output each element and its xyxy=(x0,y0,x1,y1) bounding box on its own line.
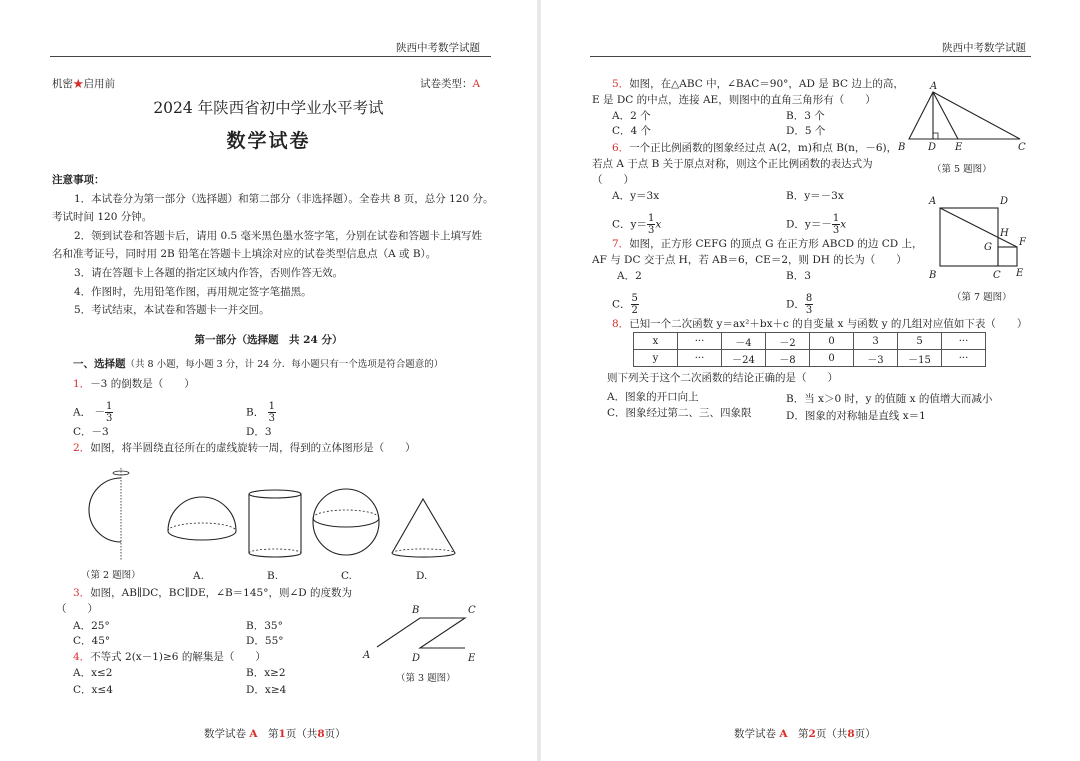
note-line: 4．作图时，先用铅笔作图，再用规定签字笔描黑。 xyxy=(74,286,312,298)
point-label: H xyxy=(1000,228,1009,239)
notes-title: 注意事项： xyxy=(52,174,105,186)
point-label: A xyxy=(363,650,371,661)
page-header: 陕西中考数学试题 xyxy=(942,42,1026,54)
q7-caption: （第 7 题图） xyxy=(952,292,1012,303)
q3-figure xyxy=(377,618,465,648)
q6-blank: （ ） xyxy=(592,174,634,186)
point-label: B xyxy=(929,270,937,281)
q7-option-c: C． $\frac{5}{2}$ xyxy=(612,293,638,316)
point-label: B xyxy=(412,605,420,616)
q3-option-a: A．25° xyxy=(73,620,110,632)
table-row: y ··· －24 －8 0 －3 －15 ··· xyxy=(634,350,986,367)
paper-type: 试卷类型：A xyxy=(420,78,481,90)
q7-line2: AF 与 DC 交于点 H，若 AB＝6，CE＝2，则 DH 的长为（ ） xyxy=(592,254,907,266)
q3-option-b: B．35° xyxy=(246,620,283,632)
table-row: x ··· －4 －2 0 3 5 ··· xyxy=(634,333,986,350)
point-label: A xyxy=(930,81,938,92)
point-label: C xyxy=(468,605,476,616)
q4-option-a: A．x≤2 xyxy=(73,667,113,679)
q6-option-b: B．y＝－3x xyxy=(786,190,844,202)
point-label: G xyxy=(984,242,992,253)
q8-line2: 则下列关于这个二次函数的结论正确的是（ ） xyxy=(607,372,838,384)
q3-option-d: D．55° xyxy=(246,635,284,647)
star-icon: ★ xyxy=(73,78,84,90)
point-label: C xyxy=(1018,142,1026,153)
q8-option-b: B．当 x＞0 时，y 的值随 x 的值增大而减小 xyxy=(786,393,993,405)
q2-label-d: D. xyxy=(416,570,428,582)
question-4: 4．不等式 2(x－1)≥6 的解集是（ ） xyxy=(73,651,266,663)
question-1: 1．－3 的倒数是（ ） xyxy=(73,378,195,390)
point-label: E xyxy=(955,142,963,153)
semicircle-figure xyxy=(89,478,121,542)
note-line: 3．请在答题卡上各题的指定区域内作答，否则作答无效。 xyxy=(74,267,344,279)
q2-label-a: A. xyxy=(193,570,204,582)
part-one-heading: 第一部分（选择题 共 24 分） xyxy=(194,334,343,346)
q5-line2: E 是 DC 的中点，连接 AE，则图中的直角三角形有（ ） xyxy=(592,94,876,106)
exam-page-1 xyxy=(0,0,537,761)
note-line: 5．考试结束，本试卷和答题卡一并交回。 xyxy=(74,304,270,316)
q1-option-b: B． $\frac{1}{3}$ xyxy=(246,401,275,424)
q6-option-d: D．y＝－ $\frac{1}{3}$ x xyxy=(786,213,847,236)
section-heading: 一、选择题（共 8 小题，每小题 3 分，计 24 分．每小题只有一个选项是符合题意的） xyxy=(73,358,444,370)
q4-option-d: D．x≥4 xyxy=(246,684,287,696)
point-label: B xyxy=(898,142,906,153)
q5-option-a: A．2 个 xyxy=(612,110,651,122)
question-7: 7．如图，正方形 CEFG 的顶点 G 在正方形 ABCD 的边 CD 上， xyxy=(612,238,923,250)
q1-option-a: A． － $\frac{1}{3}$ xyxy=(73,401,113,424)
q5-triangle-figure xyxy=(909,92,1020,139)
question-3: 3．如图，AB∥DC，BC∥DE，∠B＝145°，则∠D 的度数为 xyxy=(73,587,353,599)
page-footer: 数学试卷 A 第1页（共8页） xyxy=(204,728,346,740)
point-label: A xyxy=(929,196,937,207)
q5-option-b: B．3 个 xyxy=(786,110,825,122)
q8-option-d: D．图象的对称轴是直线 x＝1 xyxy=(786,410,926,422)
hemisphere-figure xyxy=(168,497,236,540)
question-8: 8．已知一个二次函数 y＝ax²＋bx＋c 的自变量 x 与函数 y 的几组对应值如下表（ ） xyxy=(612,318,1028,330)
q5-option-d: D．5 个 xyxy=(786,125,826,137)
q2-caption: （第 2 题图） xyxy=(81,570,141,581)
exam-subtitle: 数学试卷 xyxy=(226,130,311,152)
note-line: 2．领到试卷和答题卡后，请用 0.5 毫米黑色墨水签字笔，分别在试卷和答题卡上填写姓 xyxy=(74,230,483,242)
cylinder-figure xyxy=(249,490,301,557)
q5-caption: （第 5 题图） xyxy=(932,164,992,175)
note-line: 考试时间 120 分钟。 xyxy=(52,211,153,223)
point-label: E xyxy=(468,653,476,664)
q7-option-d: D． $\frac{8}{3}$ xyxy=(786,293,813,316)
q3-option-c: C．45° xyxy=(73,635,111,647)
q5-option-c: C．4 个 xyxy=(612,125,652,137)
question-2: 2．如图，将半圆绕直径所在的虚线旋转一周，得到的立体图形是（ ） xyxy=(73,442,416,454)
q3-caption: （第 3 题图） xyxy=(396,673,456,684)
point-label: E xyxy=(1016,268,1024,279)
q7-option-a: A．2 xyxy=(617,270,642,282)
question-5: 5．如图，在△ABC 中，∠BAC＝90°，AD 是 BC 边上的高， xyxy=(612,78,904,90)
q8-option-c: C．图象经过第二、三、四象限 xyxy=(607,407,752,419)
point-label: D xyxy=(1000,196,1009,207)
q2-label-c: C. xyxy=(341,570,352,582)
point-label: C xyxy=(993,270,1001,281)
q6-option-a: A．y＝3x xyxy=(612,190,660,202)
note-line: 1．本试卷分为第一部分（选择题）和第二部分（非选择题）。全卷共 8 页，总分 120 分。 xyxy=(74,193,494,205)
page-footer: 数学试卷 A 第2页（共8页） xyxy=(734,728,876,740)
sphere-figure xyxy=(313,489,379,555)
note-line: 名和准考证号，同时用 2B 铅笔在答题卡上填涂对应的试卷类型信息点（A 或 B）。 xyxy=(52,248,437,260)
cone-figure xyxy=(392,499,455,557)
point-label: D xyxy=(412,653,421,664)
confidential-label: 机密★启用前 xyxy=(52,78,115,90)
point-label: F xyxy=(1019,237,1026,248)
q2-label-b: B. xyxy=(267,570,279,582)
exam-title: 2024 年陕西省初中学业水平考试 xyxy=(153,99,384,117)
geometry-figures xyxy=(541,0,1080,761)
point-label: D xyxy=(928,142,937,153)
q7-option-b: B．3 xyxy=(786,270,811,282)
question-6: 6．一个正比例函数的图象经过点 A(2，m)和点 B(n，－6)， xyxy=(612,142,898,154)
exam-page-2 xyxy=(541,0,1080,761)
q6-line2: 若点 A 于点 B 关于原点对称，则这个正比例函数的表达式为 xyxy=(592,158,873,170)
q8-option-a: A．图象的开口向上 xyxy=(607,391,699,403)
q3-blank: （ ） xyxy=(56,603,98,615)
q4-option-c: C．x≤4 xyxy=(73,684,113,696)
q1-option-c: C．－3 xyxy=(73,426,109,438)
q6-option-c: C．y＝ $\frac{1}{3}$ x xyxy=(612,213,662,236)
page-header: 陕西中考数学试题 xyxy=(396,42,480,54)
q1-option-d: D．3 xyxy=(246,426,272,438)
q4-option-b: B．x≥2 xyxy=(246,667,286,679)
